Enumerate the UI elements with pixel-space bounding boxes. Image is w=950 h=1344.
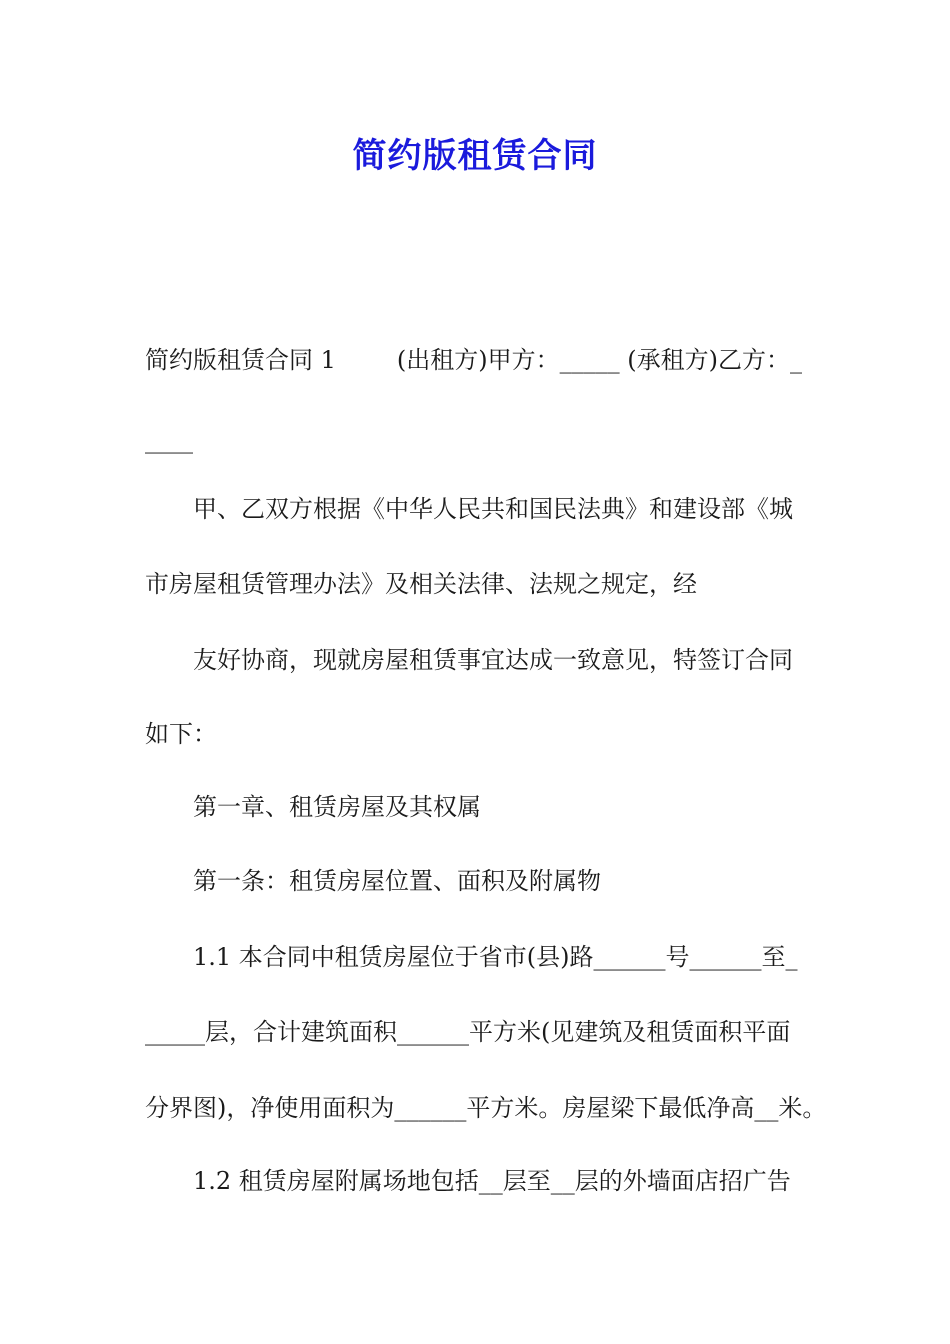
- document-title: 简约版租赁合同: [352, 136, 598, 176]
- party-line-continued: ____: [145, 426, 193, 454]
- paragraph-line: 如下：: [145, 720, 217, 748]
- article-heading: 第一条：租赁房屋位置、面积及附属物: [193, 867, 601, 895]
- paragraph-line: 友好协商，现就房屋租赁事宜达成一致意见，特签订合同: [193, 646, 793, 674]
- paragraph-line: 市房屋租赁管理办法》及相关法律、法规之规定，经: [145, 570, 697, 598]
- party-line: 简约版租赁合同 1 (出租方)甲方：_____ (承租方)乙方：_: [145, 346, 803, 374]
- paragraph-line: 甲、乙双方根据《中华人民共和国民法典》和建设部《城: [193, 495, 793, 523]
- clause-line: _____层，合计建筑面积______平方米(见建筑及租赁面积平面: [145, 1018, 791, 1046]
- clause-line: 分界图)，净使用面积为______平方米。房屋梁下最低净高__米。: [145, 1094, 827, 1122]
- chapter-heading: 第一章、租赁房屋及其权属: [193, 793, 481, 821]
- clause-line: 1.2 租赁房屋附属场地包括__层至__层的外墙面店招广告: [193, 1167, 791, 1195]
- clause-line: 1.1 本合同中租赁房屋位于省市(县)路______号______至_: [193, 943, 798, 971]
